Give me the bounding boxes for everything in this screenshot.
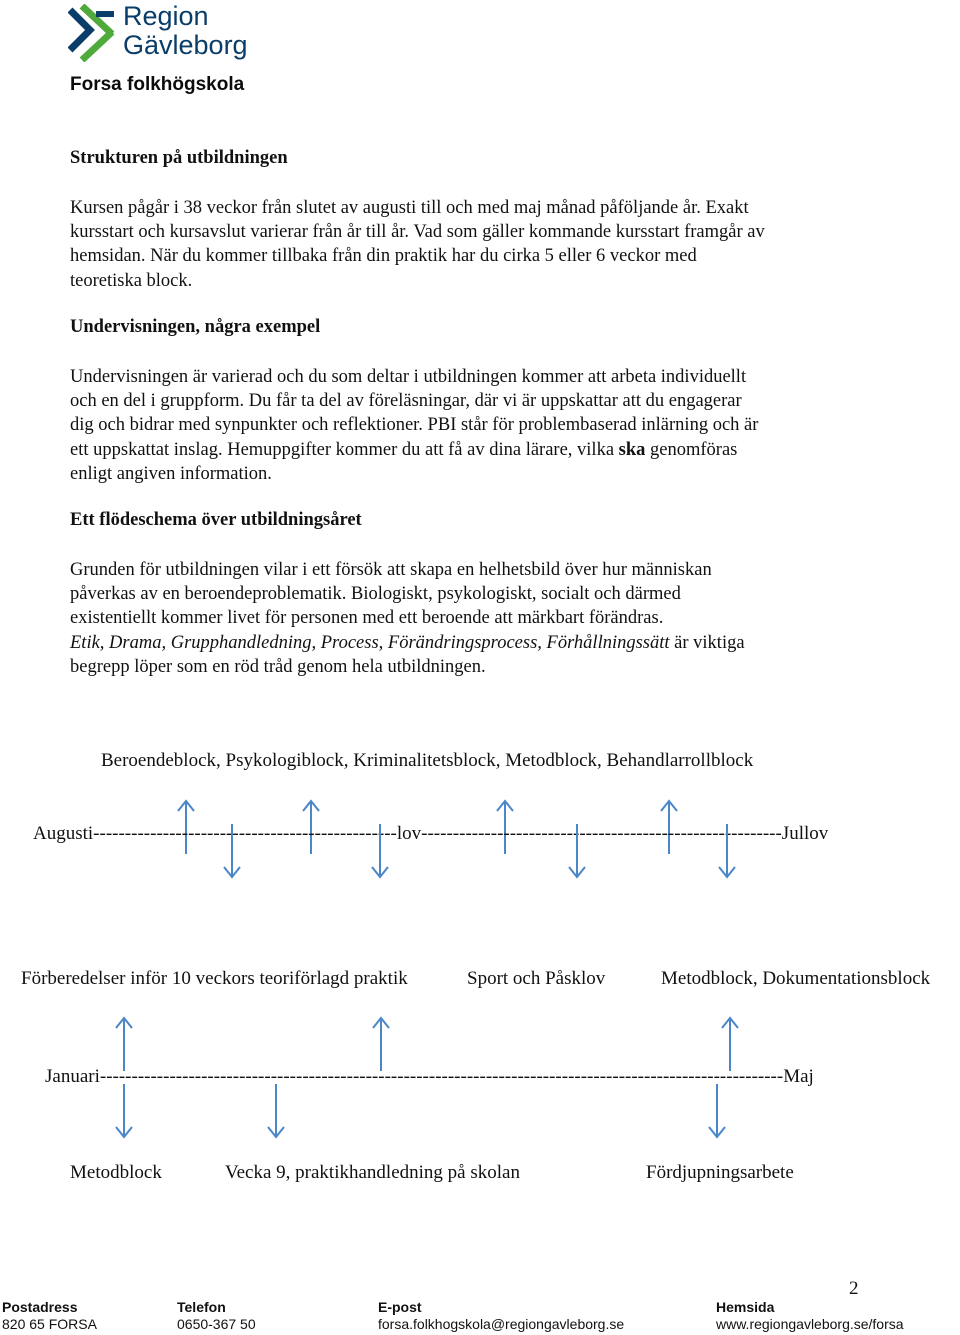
paragraph-line: Undervisningen är varierad och du som deltar i utbildningen kommer att arbeta individuellt <box>70 367 747 387</box>
region-gavleborg-logo <box>68 1 268 66</box>
logo-text-line2: Gävleborg <box>123 30 248 60</box>
timeline2-label-deepening: Fördjupningsarbete <box>646 1162 794 1183</box>
paragraph-line: enligt angiven information. <box>70 463 272 484</box>
school-name: Forsa folkhögskola <box>70 74 245 95</box>
timeline1-top-label: Beroendeblock, Psykologiblock, Kriminalitetsblock, Metodblock, Behandlarrollblock <box>101 750 754 771</box>
paragraph-line: begrepp löper som en röd tråd genom hela utbildningen. <box>70 656 486 677</box>
arrow-down-icon <box>717 822 737 880</box>
paragraph-structure <box>70 196 890 293</box>
timeline2-label-week9: Vecka 9, praktikhandledning på skolan <box>225 1162 520 1183</box>
paragraph-line: teoretiska block. <box>70 270 193 291</box>
arrow-down-icon <box>370 822 390 880</box>
arrow-down-icon <box>114 1082 134 1140</box>
timeline2-label-metodblock: Metodblock <box>70 1162 162 1183</box>
arrow-up-icon <box>371 1015 391 1073</box>
paragraph-line: kursstart och kursavslut varierar från år till år. Vad som gäller kommande kursstart framgår av <box>70 222 765 243</box>
emphasis-ska: ska <box>618 439 646 460</box>
logo-text-line1: Region <box>123 1 209 31</box>
arrow-down-icon <box>266 1082 286 1140</box>
paragraph-line <box>70 438 890 462</box>
italic-key-concepts: Etik, Drama, Grupphandledning, Process, Förändringsprocess, Förhållningssätt <box>70 632 670 653</box>
section-heading-flowchart: Ett flödeschema över utbildningsåret <box>70 510 362 530</box>
footer-value-postal: 820 65 FORSA <box>2 1316 97 1332</box>
footer-heading-email: E-post <box>378 1299 422 1315</box>
arrow-up-icon <box>720 1015 740 1073</box>
footer-value-phone: 0650-367 50 <box>177 1316 256 1332</box>
paragraph-line: hemsidan. När du kommer tillbaka från din praktik har du cirka 5 eller 6 veckor med <box>70 246 697 267</box>
footer-value-website[interactable]: www.regiongavleborg.se/forsa <box>716 1316 904 1332</box>
paragraph-line: dig och bidrar med synpunkter och reflektioner. PBI står för problembaserad inlärning och är <box>70 415 759 436</box>
timeline2-label-preparation: Förberedelser inför 10 veckors teoriförlagd praktik <box>21 968 408 989</box>
footer-heading-postal: Postadress <box>2 1299 78 1315</box>
paragraph-line: och en del i gruppform. Du får ta del av föreläsningar, där vi är uppskattar att du engagerar <box>70 391 742 412</box>
paragraph-teaching <box>70 365 890 486</box>
footer-heading-website: Hemsida <box>716 1299 775 1315</box>
paragraph-line: Kursen pågår i 38 veckor från slutet av augusti till och med maj månad påföljande år. Exakt <box>70 198 749 218</box>
paragraph-text: genomföras <box>645 439 738 460</box>
section-heading-teaching: Undervisningen, några exempel <box>70 317 321 337</box>
timeline2-line: Januari------------------------------------------------------------------------------------------------------------Maj <box>45 1066 814 1087</box>
paragraph-line: existentiellt kommer livet för personen med ett beroende att märkbart förändras. <box>70 608 664 629</box>
arrow-down-icon <box>707 1082 727 1140</box>
paragraph-text: är viktiga <box>669 632 745 653</box>
timeline2-label-method: Metodblock, Dokumentationsblock <box>661 968 931 989</box>
arrow-down-icon <box>567 822 587 880</box>
footer-value-email[interactable]: forsa.folkhogskola@regiongavleborg.se <box>378 1316 625 1332</box>
paragraph-line: påverkas av en beroendeproblematik. Biologiskt, psykologiskt, socialt och därmed <box>70 584 681 605</box>
timeline2-label-holiday: Sport och Påsklov <box>467 968 606 989</box>
timeline1-line: Augusti------------------------------------------------lov---------------------------------------------------------Jullov <box>33 823 829 844</box>
arrow-up-icon <box>114 1015 134 1073</box>
paragraph-flowchart <box>70 558 890 679</box>
page-number: 2 <box>849 1278 859 1299</box>
paragraph-text: ett uppskattat inslag. Hemuppgifter kommer du att få av dina lärare, vilka <box>70 439 619 460</box>
paragraph-line: Grunden för utbildningen vilar i ett försök att skapa en helhetsbild över hur människan <box>70 560 712 580</box>
paragraph-line <box>70 631 890 655</box>
logo-mark-icon <box>68 4 118 62</box>
arrow-down-icon <box>222 822 242 880</box>
section-heading-structure: Strukturen på utbildningen <box>70 148 288 168</box>
footer-heading-phone: Telefon <box>177 1299 226 1315</box>
